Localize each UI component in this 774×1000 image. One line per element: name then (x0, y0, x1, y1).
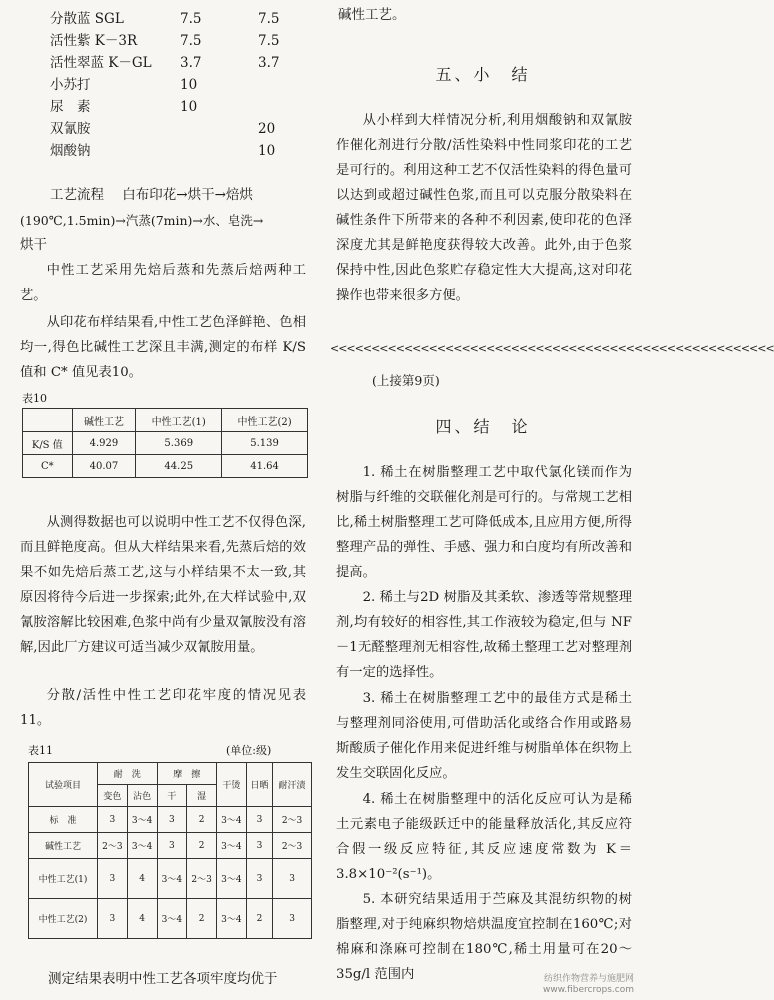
table11-cell: 2 (187, 833, 217, 859)
table10-cell: 44.25 (136, 455, 222, 478)
table11-cell: 碱性工艺 (29, 833, 98, 859)
conclusion-5: 5. 本研究结果适用于苎麻及其混纺织物的树脂整理,对于纯麻织物焙烘温度宜控制在160℃;对棉麻和涤麻可控制在180℃,稀土用量可在20～35g/l 范围内 (336, 892, 632, 982)
recipe-name: 活性紫 K－3R (50, 33, 138, 49)
table11-cell: 3～4 (127, 807, 157, 833)
process-label: 工艺流程 (50, 187, 104, 203)
table11-cell: 2 (187, 899, 217, 939)
table11-dry-header: 干烫 (217, 763, 247, 807)
paragraph-5: 测定结果表明中性工艺各项牢度均优于 (48, 971, 278, 987)
table11-wash-header: 耐 洗 (98, 763, 158, 785)
recipe-name: 分散蓝 SGL (50, 11, 124, 27)
watermark-title: 纺织作物营养与施肥网 (543, 974, 634, 984)
table11-cell: 3 (98, 859, 128, 899)
table11-cell: 3 (273, 899, 312, 939)
conclusion-4: 4. 稀土在树脂整理中的活化反应可认为是稀土元素电子能级跃迁中的能量释放活化,其反应符合假一级反应特征,其反应速度常数为 K＝3.8×10⁻²(s⁻¹)。 (336, 792, 632, 882)
recipe-value-1: 3.7 (180, 55, 202, 71)
recipe-name: 尿 素 (50, 99, 91, 115)
process-text-1: 白布印花→烘干→焙烘 (122, 187, 253, 203)
paragraph-3: 从测得数据也可以说明中性工艺不仅得色深,而且鲜艳度高。但从大样结果来看,先蒸后焙的效果不如先焙后蒸工艺,这与小样结果不太一致,其原因将待今后进一步探索;此外,在大样试验中,双氰胺溶解比较困难,色浆中尚有少量双氰胺没有溶解,因此厂方建议可适当减少双氰胺用量。 (20, 515, 306, 655)
table11-cell: 3～4 (217, 899, 247, 939)
table11-cell: 标 准 (29, 807, 98, 833)
table11-caption: 表11 (28, 744, 53, 757)
table11-sun-header: 日晒 (246, 763, 272, 807)
table11-cell: 4 (127, 899, 157, 939)
section-heading-4: 四、结 论 (435, 417, 531, 436)
table11-header-row (29, 763, 312, 785)
recipe-value-2: 7.5 (258, 11, 280, 27)
table11-item-header: 试验项目 (29, 763, 98, 807)
table10-header-cell: 中性工艺(2) (222, 409, 308, 432)
table11-cell: 3 (246, 833, 272, 859)
table11-cell: 2～3 (273, 807, 312, 833)
table10-cell: 5.369 (136, 432, 222, 455)
table11-cell: 3 (98, 807, 128, 833)
table11-sweat-header: 耐汗渍 (273, 763, 312, 807)
table10-header-row (23, 409, 308, 432)
table11-rub-header: 摩 擦 (157, 763, 217, 785)
table11-subheader-cell: 沾色 (127, 785, 157, 807)
watermark-url: www.fibercrops.com (543, 985, 634, 995)
table10-header-cell: 碱性工艺 (72, 409, 136, 432)
table11-cell: 3 (157, 833, 187, 859)
process-line-1 (50, 186, 253, 204)
table-11 (28, 762, 312, 939)
recipe-name: 小苏打 (50, 77, 91, 93)
table11-row (29, 807, 312, 833)
paragraph-4: 分散/活性中性工艺印花牢度的情况见表11。 (20, 688, 306, 728)
table10-header-cell (23, 409, 73, 432)
table10-row (23, 432, 308, 455)
table10-caption: 表10 (22, 392, 47, 405)
table11-cell: 2～3 (187, 859, 217, 899)
table11-unit: (单位:级) (226, 744, 272, 757)
table10-header-cell: 中性工艺(1) (136, 409, 222, 432)
table11-cell: 3 (98, 899, 128, 939)
table11-row (29, 899, 312, 939)
recipe-value-2: 3.7 (258, 55, 280, 71)
recipe-value-2: 7.5 (258, 33, 280, 49)
recipe-name: 活性翠蓝 K－GL (50, 55, 152, 71)
table11-cell: 中性工艺(1) (29, 859, 98, 899)
recipe-name: 烟酸钠 (50, 143, 91, 159)
table11-cell: 4 (127, 859, 157, 899)
table-10 (22, 408, 308, 478)
process-line-3: 烘干 (20, 237, 47, 253)
table11-cell: 3～4 (217, 833, 247, 859)
table10-cell: 4.929 (72, 432, 136, 455)
table11-cell: 2～3 (98, 833, 128, 859)
table10-cell: 41.64 (222, 455, 308, 478)
table11-cell: 3 (246, 807, 272, 833)
table11-cell: 3 (273, 859, 312, 899)
paragraph-1: 中性工艺采用先焙后蒸和先蒸后焙两种工艺。 (20, 263, 306, 303)
table11-cell: 3～4 (217, 859, 247, 899)
recipe-value-1: 7.5 (180, 33, 202, 49)
conclusion-3: 3. 稀土在树脂整理工艺中的最佳方式是稀土与整理剂同浴使用,可借助活化或络合作用或路易斯酸质子催化作用来促进纤维与树脂单体在织物上发生交联固化反应。 (336, 691, 632, 781)
table11-row (29, 859, 312, 899)
divider-line: <<<<<<<<<<<<<<<<<<<<<<<<<<<<<<<<<<<<<<<<<<<<<<<<<<<<<< (330, 342, 774, 355)
recipe-value-2: 10 (258, 143, 276, 159)
table11-cell: 中性工艺(2) (29, 899, 98, 939)
table10-cell: 40.07 (72, 455, 136, 478)
recipe-value-2: 20 (258, 121, 276, 137)
right-top-line: 碱性工艺。 (338, 7, 406, 23)
table11-cell: 3 (246, 859, 272, 899)
table10-cell: C* (23, 455, 73, 478)
table11-cell: 3～4 (127, 833, 157, 859)
recipe-value-1: 10 (180, 99, 198, 115)
process-line-2: (190℃,1.5min)→汽蒸(7min)→水、皂洗→ (20, 213, 264, 228)
recipe-value-1: 7.5 (180, 11, 202, 27)
table11-cell: 3 (157, 807, 187, 833)
recipe-name: 双氰胺 (50, 121, 91, 137)
watermark (543, 974, 634, 996)
table11-subheader-cell: 湿 (187, 785, 217, 807)
table10-cell: K/S 值 (23, 432, 73, 455)
table11-subheader-cell: 干 (157, 785, 187, 807)
table10-row (23, 455, 308, 478)
table11-cell: 3～4 (217, 807, 247, 833)
paragraph-6: 从小样到大样情况分析,利用烟酸钠和双氰胺作催化剂进行分散/活性染料中性同浆印花的工艺是可行的。利用这种工艺不仅活性染料的得色量可以达到或超过碱性色浆,而且可以克服分散染料在碱性条件下所带来的各种不利因素,使印花的色泽深度尤其是鲜艳度获得较大改善。此外,由于色浆保持中性,因此色浆贮存稳定性大大提高,这对印花操作也带来很多方便。 (336, 113, 632, 303)
conclusion-1: 1. 稀土在树脂整理工艺中取代氯化镁而作为树脂与纤维的交联催化剂是可行的。与常规工艺相比,稀土树脂整理工艺可降低成本,且应用方便,所得整理产品的弹性、手感、强力和白度均有所改善和提高。 (336, 465, 632, 580)
continued-note: (上接第9页) (372, 373, 440, 388)
table11-cell: 3～4 (157, 899, 187, 939)
table11-row (29, 833, 312, 859)
table11-subheader-cell: 变色 (98, 785, 128, 807)
paragraph-2: 从印花布样结果看,中性工艺色泽鲜艳、色相均一,得色比碱性工艺深且丰满,测定的布样 K/S 值和 C* 值见表10。 (20, 315, 306, 380)
table11-cell: 2 (187, 807, 217, 833)
table10-cell: 5.139 (222, 432, 308, 455)
conclusion-2: 2. 稀土与2D 树脂及其柔软、渗透等常规整理剂,均有较好的相容性,其工作液较为稳定,但与 NF－1无醛整理剂无相容性,故稀土整理工艺对整理剂有一定的选择性。 (336, 590, 632, 680)
table11-cell: 2 (246, 899, 272, 939)
section-heading-5: 五、小 结 (435, 65, 531, 84)
table11-cell: 3～4 (157, 859, 187, 899)
recipe-value-1: 10 (180, 77, 198, 93)
table11-cell: 2～3 (273, 833, 312, 859)
